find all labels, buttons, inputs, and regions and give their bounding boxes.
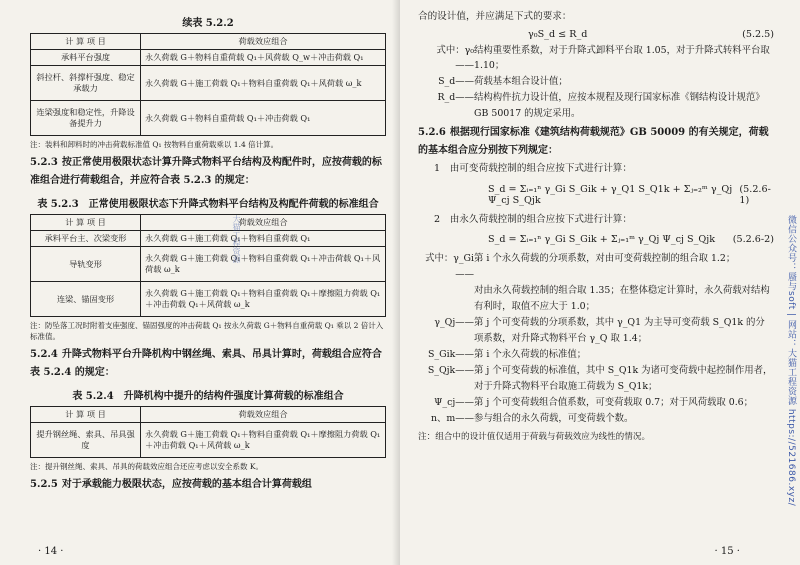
equation-number: (5.2.5) <box>742 28 774 40</box>
clause-5-2-3 <box>30 154 386 189</box>
table-cell: 永久荷载 G＋施工荷载 Q₁＋物料自重荷载 Q₁＋摩擦阻力荷载 Q₁＋冲击荷载 Q₁＋风荷载 ω_k <box>141 423 386 458</box>
table-row <box>31 282 386 317</box>
equation-5-2-5 <box>418 29 774 40</box>
table-row <box>31 423 386 458</box>
symbol: 式中：γ₀—— <box>436 44 474 72</box>
symbol: n、m—— <box>430 413 474 425</box>
symbol-definition <box>418 315 774 347</box>
symbol: S_d—— <box>438 76 474 88</box>
clause-text: 升降式物料平台升降机构中钢丝绳、索具、吊具计算时，荷载组合应符合表 5.2.4 的规定： <box>30 349 382 378</box>
definition-text: 第 j 个可变荷载的标准值，其中 S_Q1k 为诸可变荷载中起控制作用者，对于升降式物料平台取施工荷载为 S_Q1k； <box>474 365 773 393</box>
right-page <box>400 0 800 565</box>
symbol-definition <box>418 363 774 395</box>
table-row <box>31 50 386 66</box>
paragraph: 合的设计值，并应满足下式的要求： <box>418 11 572 22</box>
load-combination-table <box>30 214 386 317</box>
equation-number: (5.2.6-1) <box>739 183 771 206</box>
equation: γ₀S_d ≤ R_d <box>528 28 588 40</box>
column-header: 计 算 项 目 <box>31 215 141 231</box>
symbol-definition <box>418 395 774 411</box>
table-cell: 提升钢丝绳、索具、吊具强度 <box>31 423 141 458</box>
clause-number: 5.2.4 <box>30 349 58 361</box>
table-cell: 连梁强度和稳定性，升降设备提升力 <box>31 101 141 136</box>
table-caption: 表 5.2.4 升降机构中提升的结构件强度计算荷载的标准组合 <box>72 391 344 403</box>
list-item: 1 由可变荷载控制的组合应按下式进行计算： <box>434 163 632 175</box>
symbol-definition <box>418 347 774 363</box>
symbol-definition <box>418 90 774 122</box>
definition-text: 第 j 个可变荷载的分项系数，其中 γ_Q1 为主导可变荷载 S_Q1k 的分项系数，对升降式物料平台 γ_Q 取 1.4； <box>474 317 765 345</box>
column-header: 计 算 项 目 <box>31 407 141 423</box>
symbol-definition <box>418 74 774 90</box>
list-item: 2 由永久荷载控制的组合应按下式进行计算： <box>434 213 632 225</box>
symbol: Ψ_cj—— <box>434 397 474 409</box>
symbol: S_Gik—— <box>427 349 474 361</box>
column-header: 荷载效应组合 <box>141 215 386 231</box>
table-caption: 表 5.2.3 正常使用极限状态下升降式物料平台结构及构配件荷载的标准组合 <box>37 199 379 211</box>
page-number: · 14 · <box>38 546 64 557</box>
equation: S_d = Σᵢ₌₁ⁿ γ_Gi S_Gik + γ_Q1 S_Q1k + Σⱼ₌₂ᵐ γ_Qj Ψ_cj S_Qjk <box>488 183 733 206</box>
symbol: 式中：γ_Gi—— <box>425 253 474 281</box>
table-note: 注：装料和卸料时的冲击荷载标准值 Q₁ 按物料自重荷载乘以 1.4 倍计算。 <box>30 140 279 150</box>
table-cell: 永久荷载 G＋施工荷载 Q₁＋物料自重荷载 Q₁＋冲击荷载 Q₁＋风荷载 ω_k <box>141 247 386 282</box>
table-note: 注：防坠落工况时附着支座强度、锚固强度的冲击荷载 Q₁ 按永久荷载 G＋物料自重荷载 Q₁ 乘以 2 倍计入标准值。 <box>30 321 384 342</box>
column-header: 计 算 项 目 <box>31 34 141 50</box>
definition-text: 第 i 个永久荷载的标准值； <box>474 349 587 361</box>
table-caption: 续表 5.2.2 <box>182 18 234 29</box>
definition-text: 第 i 个永久荷载的分项系数，对由可变荷载控制的组合取 1.2； <box>474 253 736 265</box>
table-cell: 永久荷载 G＋施工荷载 Q₁＋物料自重荷载 Q₁ <box>141 231 386 247</box>
equation-5-2-6-2 <box>418 234 774 245</box>
table-cell: 永久荷载 G＋物料自重荷载 Q₁＋风荷载 Q_w＋冲击荷载 Q₁ <box>141 50 386 66</box>
table-cell: 永久荷载 G＋物料自重荷载 Q₁＋冲击荷载 Q₁ <box>141 101 386 136</box>
table-row <box>31 66 386 101</box>
table-cell: 永久荷载 G＋施工荷载 Q₁＋物料自重荷载 Q₁＋风荷载 ω_k <box>141 66 386 101</box>
clause-text: 根据现行国家标准《建筑结构荷载规范》GB 50009 的有关规定，荷载的基本组合应分别按下列规定： <box>418 127 769 156</box>
symbol-definition <box>418 411 774 427</box>
clause-text: 对于承载能力极限状态，应按荷载的基本组合计算荷载组 <box>61 479 312 491</box>
watermark-stamp: 大猫工程资源 <box>232 215 241 263</box>
symbol: R_d—— <box>437 92 474 104</box>
page-number: · 15 · <box>714 546 740 557</box>
load-combination-table <box>30 33 386 136</box>
table-row <box>31 231 386 247</box>
equation-number: (5.2.6-2) <box>732 234 774 246</box>
definition-continuation: 对由永久荷载控制的组合取 1.35；在整体稳定计算时，永久荷载对结构有利时，取值不应大于 1.0； <box>474 285 770 313</box>
column-header: 荷载效应组合 <box>141 407 386 423</box>
table-cell: 承料平台主、次梁变形 <box>31 231 141 247</box>
table-cell: 永久荷载 G＋施工荷载 Q₁＋物料自重荷载 Q₁＋摩擦阻力荷载 Q₁＋冲击荷载 Q₁＋风荷载 ω_k <box>141 282 386 317</box>
clause-number: 5.2.5 <box>30 479 58 491</box>
definition-text: 参与组合的永久荷载，可变荷载个数。 <box>474 413 634 425</box>
table-row <box>31 247 386 282</box>
clause-5-2-5 <box>30 476 386 494</box>
definition-text: 结构构件抗力设计值，应按本规程及现行国家标准《钢结构设计规范》GB 50017 的规定采用。 <box>474 92 765 120</box>
equation-5-2-6-1 <box>418 184 774 206</box>
definition-text: 荷载基本组合设计值； <box>474 76 568 88</box>
symbol-definition <box>418 251 774 283</box>
definition-text: 第 j 个可变荷载组合值系数，可变荷载取 0.7；对于风荷载取 0.6； <box>474 397 754 409</box>
equation: S_d = Σᵢ₌₁ⁿ γ_Gi S_Gik + Σⱼ₌₁ᵐ γ_Qj Ψ_cj S_Qjk <box>488 234 716 246</box>
table-cell: 承料平台强度 <box>31 50 141 66</box>
definition-text: 结构重要性系数，对于升降式卸料平台取 1.05，对于升降式转料平台取 1.10； <box>474 44 770 72</box>
symbol-definition <box>418 43 774 75</box>
column-header: 荷载效应组合 <box>141 34 386 50</box>
symbol: γ_Qj—— <box>434 317 474 329</box>
table-cell: 连梁、锚固变形 <box>31 282 141 317</box>
table-note: 注：提升钢丝绳、索具、吊具的荷载效应组合还应考虑以安全系数 K。 <box>30 462 263 472</box>
clause-5-2-4 <box>30 346 386 381</box>
table-row <box>31 101 386 136</box>
side-watermark: 微信公众号：蜃与soft | 网站：大猫工程资源 https://521686.xyz/ <box>786 215 796 507</box>
clause-5-2-6 <box>418 124 774 159</box>
clause-text: 按正常使用极限状态计算升降式物料平台结构及构配件时，应按荷载的标准组合进行荷载组合，并应符合表 5.2.3 的规定： <box>30 157 382 186</box>
table-cell: 导轨变形 <box>31 247 141 282</box>
table-cell: 斜拉杆、斜撑杆强度、稳定承载力 <box>31 66 141 101</box>
clause-number: 5.2.3 <box>30 157 58 169</box>
symbol: S_Qjk—— <box>427 365 474 377</box>
clause-number: 5.2.6 <box>418 127 446 139</box>
page-note: 注：组合中的设计值仅适用于荷载与荷载效应为线性的情况。 <box>418 432 651 443</box>
load-combination-table <box>30 406 386 458</box>
